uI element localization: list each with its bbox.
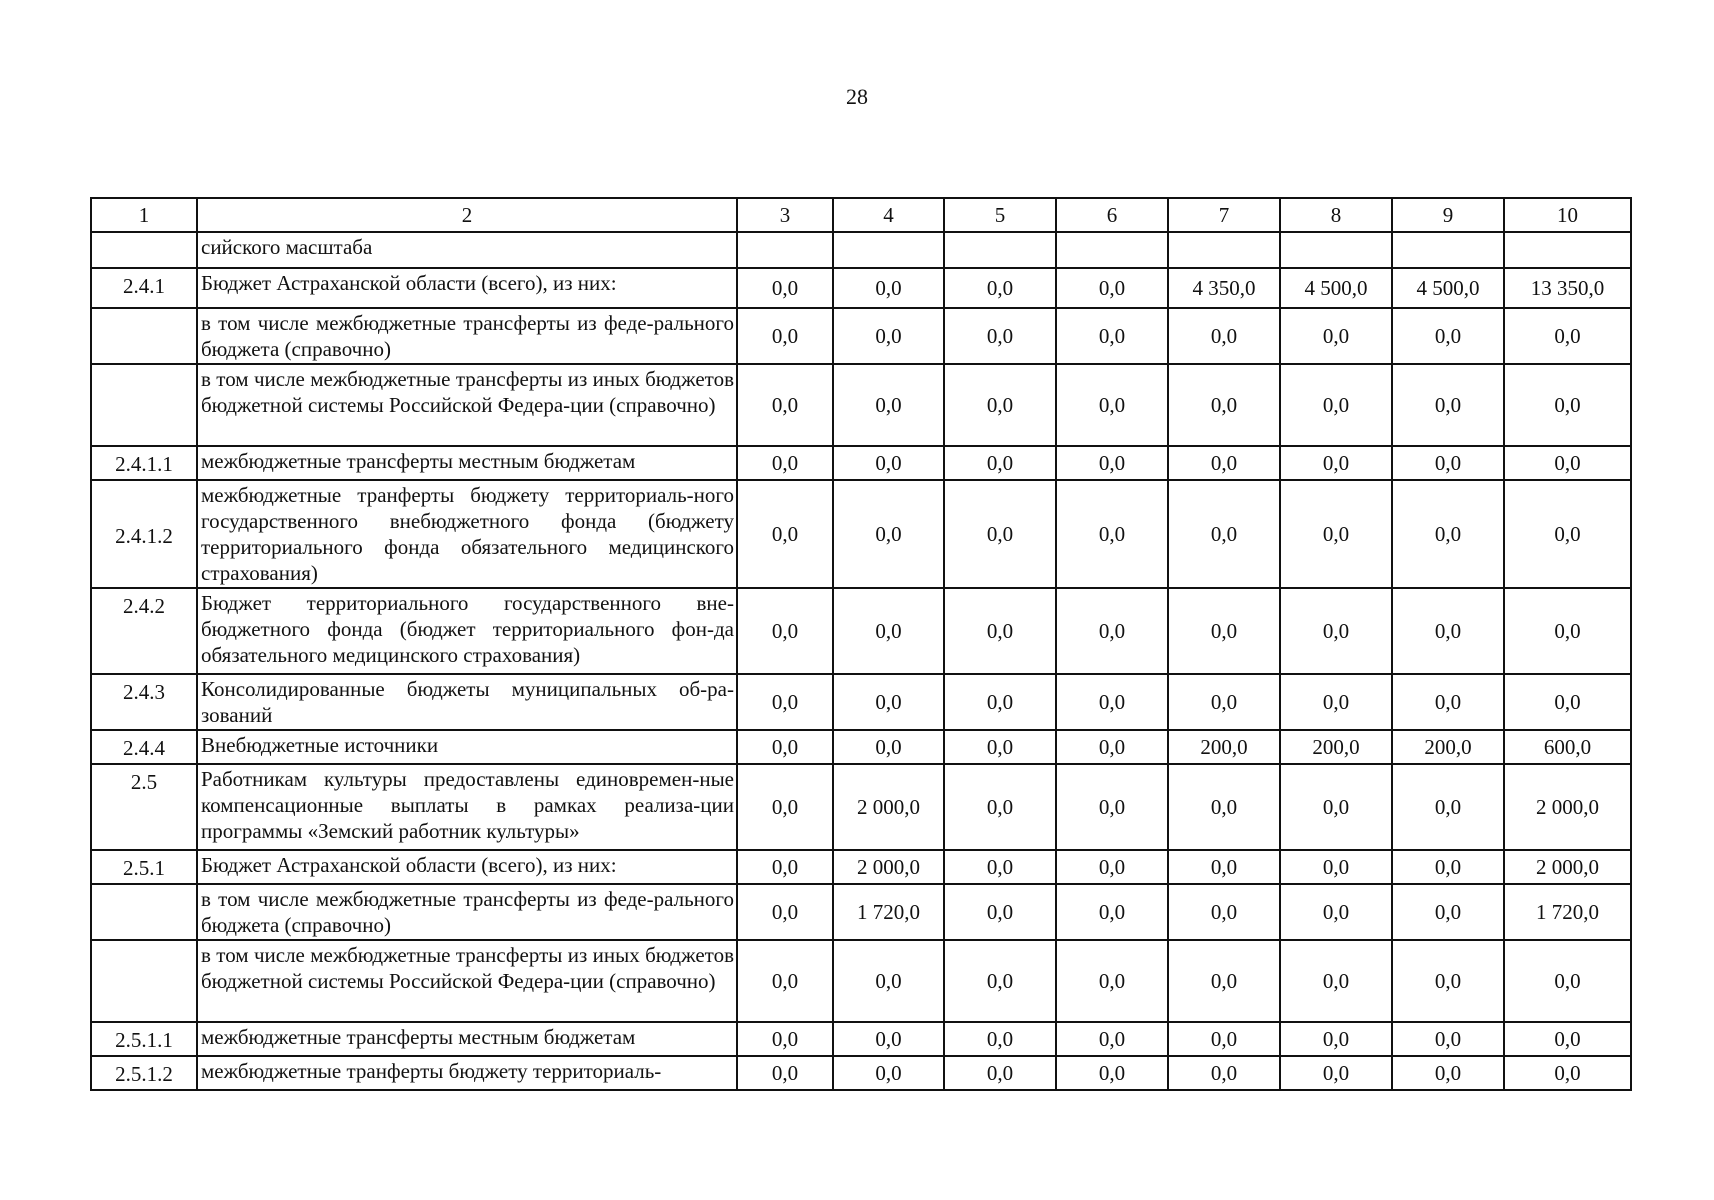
row-code: 2.4.1.2 — [91, 480, 197, 588]
value-cell-col-6: 0,0 — [1056, 364, 1168, 446]
value-cell-col-10: 0,0 — [1504, 364, 1631, 446]
value-cell-col-5: 0,0 — [944, 850, 1056, 884]
value-cell-col-6 — [1056, 232, 1168, 268]
value-cell-col-7: 0,0 — [1168, 446, 1280, 480]
value-cell-col-3: 0,0 — [737, 940, 833, 1022]
value-cell-col-7: 4 350,0 — [1168, 268, 1280, 308]
value-cell-col-3: 0,0 — [737, 1056, 833, 1090]
value-cell-col-8: 0,0 — [1280, 588, 1392, 674]
column-header: 4 — [833, 198, 944, 232]
value-cell-col-10: 0,0 — [1504, 940, 1631, 1022]
value-cell-col-4: 0,0 — [833, 364, 944, 446]
table-row — [91, 308, 1631, 364]
row-code — [91, 364, 197, 446]
value-cell-col-5: 0,0 — [944, 730, 1056, 764]
value-cell-col-10: 0,0 — [1504, 1022, 1631, 1056]
value-cell-col-3: 0,0 — [737, 764, 833, 850]
value-cell-col-3: 0,0 — [737, 588, 833, 674]
value-cell-col-10: 2 000,0 — [1504, 764, 1631, 850]
value-cell-col-3: 0,0 — [737, 364, 833, 446]
value-cell-col-4: 0,0 — [833, 588, 944, 674]
value-cell-col-8: 0,0 — [1280, 480, 1392, 588]
column-header: 6 — [1056, 198, 1168, 232]
value-cell-col-8: 0,0 — [1280, 850, 1392, 884]
value-cell-col-9: 0,0 — [1392, 308, 1504, 364]
value-cell-col-4: 0,0 — [833, 940, 944, 1022]
value-cell-col-3: 0,0 — [737, 268, 833, 308]
value-cell-col-5: 0,0 — [944, 674, 1056, 730]
column-header: 1 — [91, 198, 197, 232]
table-row — [91, 940, 1631, 1022]
value-cell-col-7: 0,0 — [1168, 940, 1280, 1022]
value-cell-col-8: 0,0 — [1280, 1056, 1392, 1090]
row-code: 2.4.1 — [91, 268, 197, 308]
value-cell-col-6: 0,0 — [1056, 308, 1168, 364]
value-cell-col-7: 0,0 — [1168, 308, 1280, 364]
value-cell-col-3: 0,0 — [737, 480, 833, 588]
row-description: межбюджетные транферты бюджету территориаль- — [197, 1056, 737, 1090]
value-cell-col-10: 1 720,0 — [1504, 884, 1631, 940]
table-row — [91, 674, 1631, 730]
row-description: межбюджетные трансферты местным бюджетам — [197, 446, 737, 480]
row-description: Бюджет территориального государственного вне-бюджетного фонда (бюджет территориального фон-да обязательного медицинского страхования) — [197, 588, 737, 674]
row-code: 2.4.2 — [91, 588, 197, 674]
value-cell-col-9: 0,0 — [1392, 1056, 1504, 1090]
value-cell-col-6: 0,0 — [1056, 1056, 1168, 1090]
value-cell-col-10: 0,0 — [1504, 674, 1631, 730]
value-cell-col-3: 0,0 — [737, 850, 833, 884]
table-row — [91, 850, 1631, 884]
value-cell-col-8: 200,0 — [1280, 730, 1392, 764]
row-code — [91, 308, 197, 364]
value-cell-col-9: 200,0 — [1392, 730, 1504, 764]
value-cell-col-10: 2 000,0 — [1504, 850, 1631, 884]
value-cell-col-5: 0,0 — [944, 1056, 1056, 1090]
value-cell-col-7: 0,0 — [1168, 588, 1280, 674]
table-row — [91, 1056, 1631, 1090]
value-cell-col-8: 4 500,0 — [1280, 268, 1392, 308]
value-cell-col-7: 0,0 — [1168, 364, 1280, 446]
value-cell-col-9: 0,0 — [1392, 588, 1504, 674]
row-code — [91, 232, 197, 268]
row-code: 2.5.1 — [91, 850, 197, 884]
value-cell-col-7: 0,0 — [1168, 674, 1280, 730]
value-cell-col-3: 0,0 — [737, 674, 833, 730]
value-cell-col-5: 0,0 — [944, 1022, 1056, 1056]
table-row — [91, 730, 1631, 764]
row-code — [91, 884, 197, 940]
value-cell-col-7: 0,0 — [1168, 764, 1280, 850]
value-cell-col-10 — [1504, 232, 1631, 268]
row-description: Бюджет Астраханской области (всего), из них: — [197, 268, 737, 308]
value-cell-col-9: 0,0 — [1392, 364, 1504, 446]
value-cell-col-10: 0,0 — [1504, 446, 1631, 480]
row-description: в том числе межбюджетные трансферты из феде-рального бюджета (справочно) — [197, 884, 737, 940]
row-code: 2.5.1.2 — [91, 1056, 197, 1090]
value-cell-col-8 — [1280, 232, 1392, 268]
column-header: 3 — [737, 198, 833, 232]
value-cell-col-10: 13 350,0 — [1504, 268, 1631, 308]
value-cell-col-7 — [1168, 232, 1280, 268]
value-cell-col-7: 0,0 — [1168, 1022, 1280, 1056]
value-cell-col-9: 4 500,0 — [1392, 268, 1504, 308]
column-header: 9 — [1392, 198, 1504, 232]
value-cell-col-4: 2 000,0 — [833, 850, 944, 884]
value-cell-col-4: 2 000,0 — [833, 764, 944, 850]
row-description: в том числе межбюджетные трансферты из феде-рального бюджета (справочно) — [197, 308, 737, 364]
value-cell-col-8: 0,0 — [1280, 446, 1392, 480]
table-row — [91, 364, 1631, 446]
value-cell-col-6: 0,0 — [1056, 446, 1168, 480]
value-cell-col-6: 0,0 — [1056, 764, 1168, 850]
value-cell-col-6: 0,0 — [1056, 588, 1168, 674]
row-code: 2.5 — [91, 764, 197, 850]
value-cell-col-9: 0,0 — [1392, 674, 1504, 730]
value-cell-col-5: 0,0 — [944, 268, 1056, 308]
page-number: 28 — [846, 84, 868, 109]
value-cell-col-9: 0,0 — [1392, 884, 1504, 940]
table-row — [91, 1022, 1631, 1056]
row-code: 2.4.4 — [91, 730, 197, 764]
value-cell-col-7: 0,0 — [1168, 884, 1280, 940]
value-cell-col-9 — [1392, 232, 1504, 268]
table-row — [91, 232, 1631, 268]
value-cell-col-6: 0,0 — [1056, 730, 1168, 764]
value-cell-col-5: 0,0 — [944, 940, 1056, 1022]
value-cell-col-8: 0,0 — [1280, 884, 1392, 940]
value-cell-col-10: 0,0 — [1504, 1056, 1631, 1090]
value-cell-col-4: 0,0 — [833, 480, 944, 588]
value-cell-col-8: 0,0 — [1280, 764, 1392, 850]
table-row — [91, 480, 1631, 588]
row-code: 2.4.1.1 — [91, 446, 197, 480]
value-cell-col-5: 0,0 — [944, 764, 1056, 850]
value-cell-col-5: 0,0 — [944, 480, 1056, 588]
table-header-row — [91, 198, 1631, 232]
value-cell-col-3: 0,0 — [737, 446, 833, 480]
budget-table — [90, 197, 1632, 1091]
table-row — [91, 268, 1631, 308]
row-description: Внебюджетные источники — [197, 730, 737, 764]
value-cell-col-4: 0,0 — [833, 730, 944, 764]
value-cell-col-10: 0,0 — [1504, 308, 1631, 364]
value-cell-col-9: 0,0 — [1392, 446, 1504, 480]
value-cell-col-9: 0,0 — [1392, 764, 1504, 850]
value-cell-col-6: 0,0 — [1056, 940, 1168, 1022]
value-cell-col-5: 0,0 — [944, 588, 1056, 674]
value-cell-col-5: 0,0 — [944, 446, 1056, 480]
table-body — [91, 198, 1631, 1090]
value-cell-col-7: 0,0 — [1168, 850, 1280, 884]
value-cell-col-10: 600,0 — [1504, 730, 1631, 764]
value-cell-col-6: 0,0 — [1056, 884, 1168, 940]
value-cell-col-3: 0,0 — [737, 308, 833, 364]
row-code — [91, 940, 197, 1022]
value-cell-col-8: 0,0 — [1280, 308, 1392, 364]
value-cell-col-4: 0,0 — [833, 268, 944, 308]
value-cell-col-4: 0,0 — [833, 1056, 944, 1090]
row-description: в том числе межбюджетные трансферты из иных бюджетов бюджетной системы Российской Федера-ции (справочно) — [197, 364, 737, 446]
value-cell-col-9: 0,0 — [1392, 480, 1504, 588]
value-cell-col-3: 0,0 — [737, 884, 833, 940]
value-cell-col-7: 0,0 — [1168, 480, 1280, 588]
value-cell-col-9: 0,0 — [1392, 940, 1504, 1022]
value-cell-col-3 — [737, 232, 833, 268]
value-cell-col-10: 0,0 — [1504, 480, 1631, 588]
value-cell-col-8: 0,0 — [1280, 1022, 1392, 1056]
value-cell-col-5: 0,0 — [944, 884, 1056, 940]
value-cell-col-6: 0,0 — [1056, 850, 1168, 884]
row-description: межбюджетные транферты бюджету территориаль-ного государственного внебюджетного фонда (бюджету территориального фонда обязательного медицинского страхования) — [197, 480, 737, 588]
row-description: Бюджет Астраханской области (всего), из них: — [197, 850, 737, 884]
value-cell-col-3: 0,0 — [737, 730, 833, 764]
value-cell-col-5 — [944, 232, 1056, 268]
value-cell-col-8: 0,0 — [1280, 674, 1392, 730]
value-cell-col-4: 0,0 — [833, 674, 944, 730]
row-description: сийского масштаба — [197, 232, 737, 268]
value-cell-col-9: 0,0 — [1392, 850, 1504, 884]
value-cell-col-4: 0,0 — [833, 308, 944, 364]
value-cell-col-8: 0,0 — [1280, 940, 1392, 1022]
value-cell-col-6: 0,0 — [1056, 268, 1168, 308]
value-cell-col-8: 0,0 — [1280, 364, 1392, 446]
value-cell-col-4: 0,0 — [833, 1022, 944, 1056]
value-cell-col-9: 0,0 — [1392, 1022, 1504, 1056]
value-cell-col-4 — [833, 232, 944, 268]
value-cell-col-6: 0,0 — [1056, 674, 1168, 730]
table-row — [91, 764, 1631, 850]
table-row — [91, 884, 1631, 940]
table-row — [91, 446, 1631, 480]
column-header: 2 — [197, 198, 737, 232]
row-code: 2.5.1.1 — [91, 1022, 197, 1056]
row-description: межбюджетные трансферты местным бюджетам — [197, 1022, 737, 1056]
row-description: в том числе межбюджетные трансферты из иных бюджетов бюджетной системы Российской Федера-ции (справочно) — [197, 940, 737, 1022]
value-cell-col-4: 1 720,0 — [833, 884, 944, 940]
column-header: 10 — [1504, 198, 1631, 232]
value-cell-col-7: 0,0 — [1168, 1056, 1280, 1090]
table-row — [91, 588, 1631, 674]
value-cell-col-7: 200,0 — [1168, 730, 1280, 764]
row-description: Работникам культуры предоставлены единовремен-ные компенсационные выплаты в рамках реализа-ции программы «Земский работник культуры» — [197, 764, 737, 850]
value-cell-col-10: 0,0 — [1504, 588, 1631, 674]
value-cell-col-6: 0,0 — [1056, 480, 1168, 588]
value-cell-col-3: 0,0 — [737, 1022, 833, 1056]
column-header: 8 — [1280, 198, 1392, 232]
row-code: 2.4.3 — [91, 674, 197, 730]
value-cell-col-4: 0,0 — [833, 446, 944, 480]
value-cell-col-6: 0,0 — [1056, 1022, 1168, 1056]
value-cell-col-5: 0,0 — [944, 364, 1056, 446]
row-description: Консолидированные бюджеты муниципальных об-ра-зований — [197, 674, 737, 730]
column-header: 7 — [1168, 198, 1280, 232]
value-cell-col-5: 0,0 — [944, 308, 1056, 364]
column-header: 5 — [944, 198, 1056, 232]
